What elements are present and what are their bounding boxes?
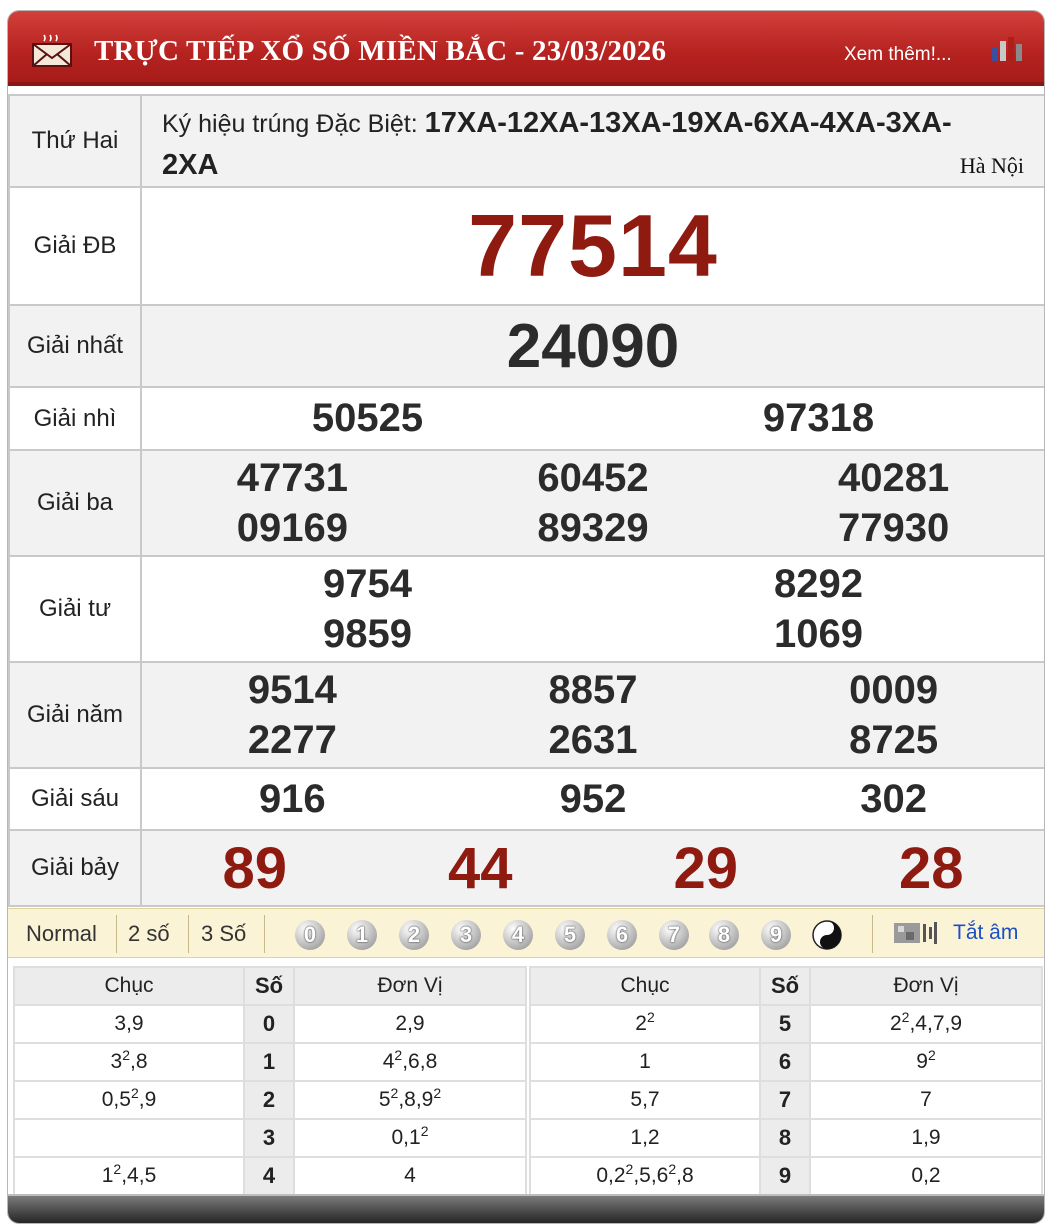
filter-divider xyxy=(264,915,265,953)
loto-row xyxy=(530,1119,1042,1157)
col-header-chuc: Chục xyxy=(530,967,760,1005)
loto-chuc-cell: 5,7 xyxy=(530,1081,760,1119)
digit-ball-1[interactable]: 1 xyxy=(347,920,377,950)
loto-chuc-cell: 1 xyxy=(530,1043,760,1081)
loto-donvi-cell: $2^2,4,7,9$ xyxy=(810,1005,1042,1043)
col-header-so: Số xyxy=(244,967,294,1005)
prize-number: 50525 xyxy=(311,396,424,440)
loto-so-cell: 6 xyxy=(760,1043,810,1081)
prize-number: 8857 xyxy=(548,667,638,712)
digit-ball-4[interactable]: 4 xyxy=(503,920,533,950)
loto-donvi-cell: 4 xyxy=(294,1157,526,1195)
digit-ball-2[interactable]: 2 xyxy=(399,920,429,950)
prize-number-nhat: 24090 xyxy=(506,311,680,381)
loto-so-cell: 3 xyxy=(244,1119,294,1157)
prize-number: 916 xyxy=(258,776,326,821)
loto-row xyxy=(14,1081,526,1119)
digit-ball-0[interactable]: 0 xyxy=(295,920,325,950)
footer-bar xyxy=(8,1194,1045,1224)
digit-ball-5[interactable]: 5 xyxy=(555,920,585,950)
prize-row-nam xyxy=(9,662,1045,768)
loto-donvi-cell: $9^2$ xyxy=(810,1043,1042,1081)
prize-table xyxy=(8,94,1045,907)
loto-chuc-cell xyxy=(14,1119,244,1157)
filter-bar xyxy=(8,908,1045,958)
loto-row xyxy=(14,1119,526,1157)
loto-donvi-cell: 0,2 xyxy=(810,1157,1042,1195)
prize-number: 2277 xyxy=(247,717,337,762)
prize-number: 09169 xyxy=(236,505,348,550)
loto-row xyxy=(530,1043,1042,1081)
symbol-label: Ký hiệu trúng Đặc Biệt: xyxy=(162,110,418,138)
loto-donvi-cell: 7 xyxy=(810,1081,1042,1119)
loto-row xyxy=(530,1081,1042,1119)
col-header-so: Số xyxy=(760,967,810,1005)
filter-divider xyxy=(872,915,873,953)
loto-so-cell: 7 xyxy=(760,1081,810,1119)
loto-so-cell: 8 xyxy=(760,1119,810,1157)
prize-label: Giải bảy xyxy=(9,830,141,906)
digit-ball-9[interactable]: 9 xyxy=(761,920,791,950)
digit-ball-6[interactable]: 6 xyxy=(607,920,637,950)
page-title: TRỰC TIẾP XỔ SỐ MIỀN BẮC - 23/03/2026 xyxy=(94,35,667,67)
loto-chuc-cell: $0,5^2,9$ xyxy=(14,1081,244,1119)
digit-ball-7[interactable]: 7 xyxy=(659,920,689,950)
header-bar xyxy=(8,11,1044,86)
prize-number-special: 28 xyxy=(898,835,964,901)
col-header-chuc: Chục xyxy=(14,967,244,1005)
loto-so-cell: 4 xyxy=(244,1157,294,1195)
results-widget xyxy=(7,10,1045,1224)
filter-2-so-button[interactable]: 2 số xyxy=(128,921,170,946)
loto-row xyxy=(14,1043,526,1081)
see-more-link[interactable]: Xem thêm!... xyxy=(844,44,952,65)
loto-row xyxy=(14,1157,526,1195)
prize-number: 9859 xyxy=(323,611,412,656)
loto-row xyxy=(530,1157,1042,1195)
loto-donvi-cell: $4^2,6,8$ xyxy=(294,1043,526,1081)
prize-number: 47731 xyxy=(236,455,348,500)
prize-number: 952 xyxy=(559,776,627,821)
prize-row-db xyxy=(9,187,1045,305)
prize-number-db: 77514 xyxy=(468,196,718,295)
prize-label: Giải tư xyxy=(9,556,141,662)
prize-number: 302 xyxy=(860,776,927,821)
sound-icon[interactable] xyxy=(892,920,938,946)
col-header-donvi: Đơn Vị xyxy=(294,967,526,1005)
loto-chuc-cell: $3^2,8$ xyxy=(14,1043,244,1081)
prize-label: Giải sáu xyxy=(9,768,141,830)
yin-yang-icon[interactable] xyxy=(812,920,842,950)
loto-table-right xyxy=(529,966,1043,1196)
symbol-codes-continued: 2XA xyxy=(162,149,219,181)
day-label: Thứ Hai xyxy=(9,95,141,187)
loto-donvi-cell: 1,9 xyxy=(810,1119,1042,1157)
symbol-line xyxy=(162,107,952,140)
prize-row-ba xyxy=(9,450,1045,556)
loto-chuc-cell: $0,2^2,5,6^2,8$ xyxy=(530,1157,760,1195)
digit-ball-3[interactable]: 3 xyxy=(451,920,481,950)
mute-sound-link[interactable]: Tắt âm xyxy=(953,921,1019,944)
prize-number: 89329 xyxy=(537,505,649,550)
filter-3-so-button[interactable]: 3 Số xyxy=(201,921,247,946)
prize-label: Giải nhì xyxy=(9,387,141,450)
prize-row-sau xyxy=(9,768,1045,830)
prize-number-special: 44 xyxy=(447,835,513,901)
loto-so-cell: 1 xyxy=(244,1043,294,1081)
city-label: Hà Nội xyxy=(959,153,1024,178)
prize-label: Giải ba xyxy=(9,450,141,556)
prize-row-tu xyxy=(9,556,1045,662)
loto-donvi-cell: $0,1^2$ xyxy=(294,1119,526,1157)
prize-row-nhi xyxy=(9,387,1045,450)
loto-so-cell: 0 xyxy=(244,1005,294,1043)
col-header-donvi: Đơn Vị xyxy=(810,967,1042,1005)
prize-number: 2631 xyxy=(548,717,638,762)
loto-chuc-cell: $2^2$ xyxy=(530,1005,760,1043)
loto-chuc-cell: $1^2,4,5$ xyxy=(14,1157,244,1195)
filter-normal-button[interactable]: Normal xyxy=(26,921,97,946)
prize-label: Giải năm xyxy=(9,662,141,768)
prize-number-special: 89 xyxy=(222,835,287,901)
prize-number: 1069 xyxy=(774,611,863,656)
loto-chuc-cell: 1,2 xyxy=(530,1119,760,1157)
loto-row xyxy=(530,1005,1042,1043)
loto-row xyxy=(14,1005,526,1043)
prize-number: 77930 xyxy=(838,505,950,550)
symbol-codes: 17XA-12XA-13XA-19XA-6XA-4XA-3XA- xyxy=(424,107,952,139)
loto-so-cell: 5 xyxy=(760,1005,810,1043)
mail-icon xyxy=(32,33,72,67)
prize-number-special: 29 xyxy=(673,835,738,901)
prize-number: 0009 xyxy=(849,667,939,712)
loto-table-left xyxy=(13,966,527,1196)
loto-chuc-cell: 3,9 xyxy=(14,1005,244,1043)
filter-divider xyxy=(116,915,117,953)
prize-label: Giải ĐB xyxy=(9,187,141,305)
info-row xyxy=(9,95,1045,187)
prize-number: 60452 xyxy=(537,455,649,500)
loto-so-cell: 2 xyxy=(244,1081,294,1119)
loto-donvi-cell: $5^2,8,9^2$ xyxy=(294,1081,526,1119)
chart-icon[interactable] xyxy=(988,33,1028,63)
loto-so-cell: 9 xyxy=(760,1157,810,1195)
prize-number: 9514 xyxy=(247,667,337,712)
prize-number: 40281 xyxy=(838,455,950,500)
prize-number: 8292 xyxy=(774,561,863,606)
prize-row-bay xyxy=(9,830,1045,906)
prize-row-nhat xyxy=(9,305,1045,387)
filter-divider xyxy=(188,915,189,953)
prize-number: 97318 xyxy=(762,396,875,440)
prize-number: 8725 xyxy=(849,717,939,762)
prize-number: 9754 xyxy=(323,561,412,606)
loto-donvi-cell: 2,9 xyxy=(294,1005,526,1043)
digit-ball-8[interactable]: 8 xyxy=(709,920,739,950)
prize-label: Giải nhất xyxy=(9,305,141,387)
